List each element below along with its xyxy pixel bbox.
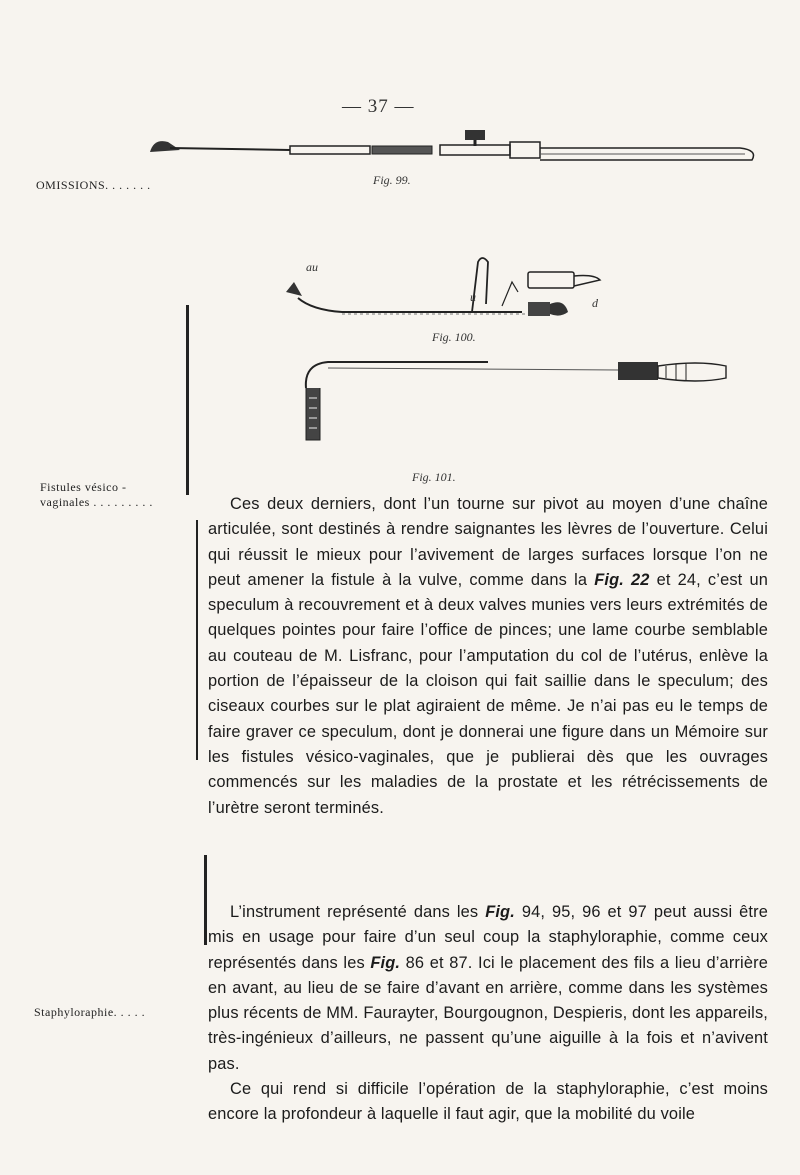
page-number: — 37 — [342,96,415,117]
margin-bracket-3 [204,855,207,945]
paragraph-1-text-a: Ces deux derniers, dont l’un tourne sur pivot au moyen d’une chaîne articulée, sont destinés à rendre saignantes les lèvres de l’ouverture. Celui qui réussit le mieux pour l’avivement de larges surfaces lorsque l’on ne peut amener la fistule à la vulve, comme dans la [208,495,768,589]
margin-note-staphyloraphie: Staphyloraphie. . . . . [34,1005,146,1019]
paragraph-2-fig-ref-2: Fig. [370,953,401,972]
figure-100-label-au: au [306,260,318,274]
figure-101-caption: Fig. 101. [412,470,456,484]
paragraph-2-text-c: 86 et 87. Ici le placement des fils a lieu d’arrière en avant, au lieu de se faire d’avant en arrière, comme dans les systèmes plus récents de MM. Faurayter, Bourgougnon, Despieris, dont les appareils, très-ingénieux d’ailleurs, ne passent qu’une aiguille à la fois et n’avivent pas. [208,953,768,1073]
figure-99-illustration [140,128,770,170]
figure-101-illustration [298,358,738,448]
paragraph-1-fig-ref: Fig. 22 [594,570,650,589]
paragraph-speculum [208,492,768,821]
margin-note-fistules [40,480,153,510]
paragraph-staphyloraphie [208,900,768,1077]
paragraph-2-text-a: L’instrument représenté dans les [230,903,479,921]
paragraph-1-text-b: et 24, c’est un speculum à recouvrement et à deux valves munies vers leurs extrémités de quelques pointes pour faire l’office de pinces; une lame courbe semblable au couteau de M. Lisfranc, pour l’amputation du col de l’utérus, enlève la portion de l’épaisseur de la cloison qui fait saillie dans le speculum; des ciseaux courbes sur le plat agiraient de même. Je n’ai pas eu le temps de faire graver ce speculum, dont je donnerai une figure dans un Mémoire sur les fistules vésico-vaginales, que je publierai dès que les ouvrages commencés sur les maladies de la prostate et les rétrécissements de l’urètre seront terminés. [208,570,768,817]
figure-100-label-d: d [592,296,598,310]
margin-note-fistules-line1: Fistules vésico - [40,480,127,494]
paragraph-3-text: Ce qui rend si difficile l’opération de la staphyloraphie, c’est moins encore la profondeur à laquelle il faut agir, que la mobilité du voile [208,1080,768,1124]
figure-100-illustration [282,252,612,322]
figure-100-label-u: u [470,290,476,304]
margin-bracket-1 [186,305,189,495]
paragraph-2-text-b: 94, 95, 96 et 97 peut aussi être mis en usage pour faire d’un seul coup la staphyloraphie, comme ceux représentés dans les [208,903,768,972]
figure-99-caption: Fig. 99. [373,173,411,187]
margin-bracket-2 [196,520,198,760]
margin-note-omissions: OMISSIONS. . . . . . . [36,178,151,192]
figure-100-caption: Fig. 100. [432,330,476,344]
paragraph-difficulty [208,1077,768,1128]
paragraph-2-fig-ref-1: Fig. [485,903,515,921]
margin-note-fistules-line2: vaginales . . . . . . . . . [40,495,153,509]
